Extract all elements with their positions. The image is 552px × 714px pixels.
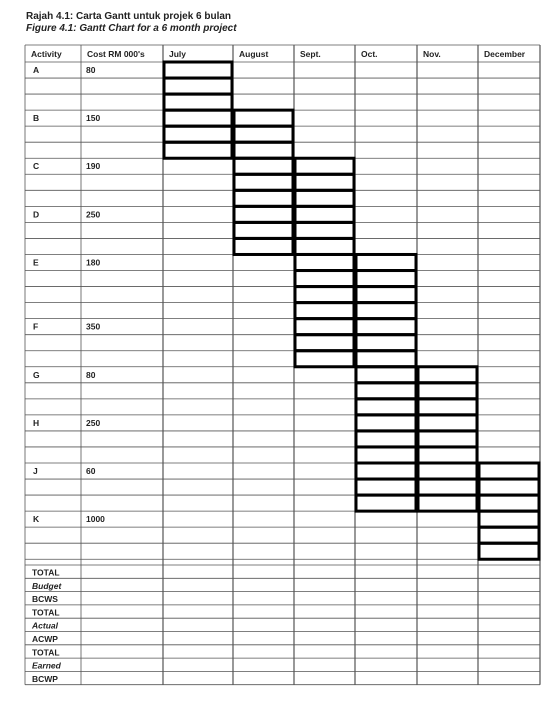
header-cell: August [239,49,269,59]
gantt-bar-cell [356,495,416,511]
gantt-bar-cell [479,511,539,527]
gantt-bar-cell [295,238,354,254]
gantt-bar-cell [164,126,232,142]
gantt-bar-cell [164,78,232,94]
header-cell: December [484,49,526,59]
gantt-bar-cell [479,527,539,543]
gantt-bar-cell [164,142,232,158]
gantt-bar-cell [418,479,477,495]
gantt-bar-cell [295,303,354,319]
gantt-bar-cell [295,351,354,367]
gantt-bar-cell [356,319,416,335]
gantt-bar-cell [418,383,477,399]
gantt-bar-cell [295,158,354,174]
activity-cost: 250 [86,417,101,428]
activity-name: K [33,514,40,525]
gantt-bar-cell [234,206,293,222]
title-malay: Rajah 4.1: Carta Gantt untuk projek 6 bulan [26,11,232,22]
activity-name: J [33,466,38,476]
gantt-bar-cell [356,399,416,415]
gantt-bar-cell [418,495,477,511]
summary-label: Earned [32,660,61,671]
summary-label: ACWP [32,634,58,644]
gantt-bar-cell [164,94,232,110]
activity-cost: 80 [86,65,96,75]
gantt-bar-cell [479,479,539,495]
activity-cost: 350 [86,321,101,332]
activity-cost: 190 [86,161,101,172]
gantt-bar-cell [234,174,293,190]
gantt-bar-cell [479,463,539,479]
gantt-bar-cell [234,190,293,206]
summary-label: Budget [32,580,62,591]
activity-cost: 60 [86,466,96,476]
gantt-bar-cell [418,367,477,383]
summary-label: TOTAL [32,647,60,658]
gantt-bar-cell [164,110,232,126]
activity-name: F [33,321,39,332]
activity-name: A [33,65,40,75]
gantt-bar-cell [479,543,539,559]
gantt-bar-cell [356,287,416,303]
header-cell: July [169,49,187,59]
gantt-bar-cell [418,415,477,431]
activity-cost: 1000 [86,514,105,525]
summary-label: BCWP [32,673,58,684]
summary-label: Actual [32,620,58,631]
gantt-bar-cell [356,431,416,447]
gantt-bar-cell [295,190,354,206]
header-cell: Nov. [423,49,441,59]
gantt-bar-cell [418,447,477,463]
gantt-bar-cell [356,254,416,270]
summary-label: TOTAL [32,607,60,618]
gantt-bar-cell [356,447,416,463]
activity-cost: 180 [86,257,101,268]
gantt-bar-cell [356,463,416,479]
gantt-bar-cell [356,271,416,287]
activity-name: B [33,113,40,124]
gantt-bar-cell [234,158,293,174]
gantt-bar-cell [295,287,354,303]
gantt-bar-cell [295,335,354,351]
gantt-bar-cell [295,222,354,238]
gantt-bar-cell [418,399,477,415]
gantt-bar-cell [234,110,293,126]
gantt-bar-cell [234,238,293,254]
activity-name: E [33,257,39,268]
activity-name: C [33,161,40,172]
summary-label: BCWS [32,594,58,605]
gantt-bar-cell [356,303,416,319]
gantt-bar-cell [356,415,416,431]
gantt-bar-cell [356,335,416,351]
gantt-bar-cell [295,254,354,270]
gantt-bar-cell [295,206,354,222]
gantt-bar-cell [295,174,354,190]
header-cell: Cost RM 000's [87,49,145,59]
gantt-bar-cell [356,351,416,367]
gantt-bar-cell [295,271,354,287]
gantt-bar-cell [418,431,477,447]
activity-name: H [33,417,40,428]
activity-name: G [33,369,40,380]
header-cell: Sept. [300,49,321,59]
activity-cost: 150 [86,113,101,124]
title-english: Figure 4.1: Gantt Chart for a 6 month project [26,23,237,34]
gantt-bar-cell [356,367,416,383]
activity-cost: 250 [86,209,101,220]
header-cell: Activity [31,49,62,59]
summary-label: TOTAL [32,567,60,578]
gantt-bar-cell [356,383,416,399]
gantt-bar-cell [234,222,293,238]
gantt-bar-cell [295,319,354,335]
gantt-bar-cell [479,495,539,511]
gantt-bar-cell [164,62,232,78]
activity-cost: 80 [86,369,96,380]
gantt-bar-cell [418,463,477,479]
activity-name: D [33,209,40,220]
gantt-bar-cell [356,479,416,495]
header-cell: Oct. [361,49,378,59]
gantt-bar-cell [234,142,293,158]
gantt-bar-cell [234,126,293,142]
